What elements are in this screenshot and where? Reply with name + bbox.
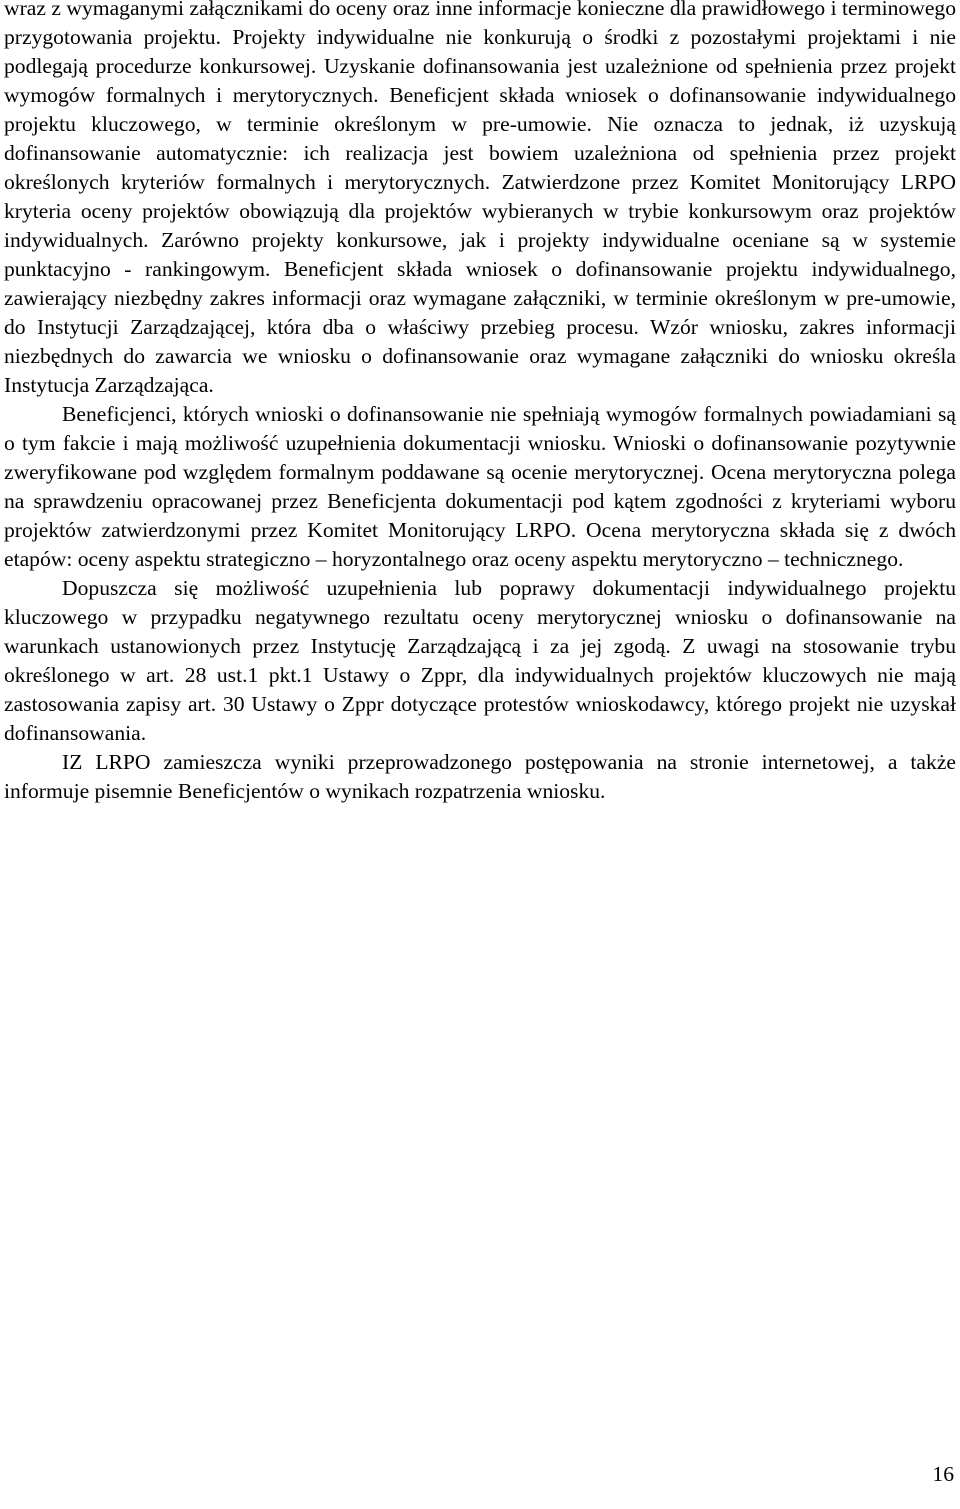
paragraph-4: IZ LRPO zamieszcza wyniki przeprowadzonego postępowania na stronie internetowej, a także informuje pisemnie Beneficjentów o wynikach rozpatrzenia wniosku. [4,750,956,803]
paragraph-3: Dopuszcza się możliwość uzupełnienia lub poprawy dokumentacji indywidualnego projektu kluczowego w przypadku negatywnego rezultatu oceny merytorycznej wniosku o dofinansowanie na warunkach ustanowionych przez Instytucję Zarządzającą i za jej zgodą. Z uwagi na stosowanie trybu określonego w art. 28 ust.1 pkt.1 Ustawy o Zppr, dla indywidualnych projektów kluczowych nie mają zastosowania zapisy art. 30 Ustawy o Zppr dotyczące protestów wnioskodawcy, którego projekt nie uzyskał dofinansowania. [4,576,956,745]
document-body [4,0,956,806]
page-number: 16 [932,1462,954,1486]
paragraph-1: wraz z wymaganymi załącznikami do oceny oraz inne informacje konieczne dla prawidłowego i terminowego przygotowania projektu. Projekty indywidualne nie konkurują o środki z pozostałymi projektami i nie podlegają procedurze konkursowej. Uzyskanie dofinansowania jest uzależnione od spełnienia przez projekt wymogów formalnych i merytorycznych. Beneficjent składa wniosek o dofinansowanie indywidualnego projektu kluczowego, w terminie określonym w pre-umowie. Nie oznacza to jednak, iż uzyskują dofinansowanie automatycznie: ich realizacja jest bowiem uzależniona od spełnienia przez projekt określonych kryteriów formalnych i merytorycznych. Zatwierdzone przez Komitet Monitorujący LRPO kryteria oceny projektów obowiązują dla projektów wybieranych w trybie konkursowym oraz projektów indywidualnych. Zarówno projekty konkursowe, jak i projekty indywidualne oceniane są w systemie punktacyjno - rankingowym. Beneficjent składa wniosek o dofinansowanie projektu indywidualnego, zawierający niezbędny zakres informacji oraz wymagane załączniki, w terminie określonym w pre-umowie, do Instytucji Zarządzającej, która dba o właściwy przebieg procesu. Wzór wniosku, zakres informacji niezbędnych do zawarcia we wniosku o dofinansowanie oraz wymagane załączniki do wniosku określa Instytucja Zarządzająca. [4,0,956,397]
paragraph-2: Beneficjenci, których wnioski o dofinansowanie nie spełniają wymogów formalnych powiadamiani są o tym fakcie i mają możliwość uzupełnienia dokumentacji wniosku. Wnioski o dofinansowanie pozytywnie zweryfikowane pod względem formalnym poddawane są ocenie merytorycznej. Ocena merytoryczna polega na sprawdzeniu opracowanej przez Beneficjenta dokumentacji pod kątem zgodności z kryteriami wyboru projektów zatwierdzonymi przez Komitet Monitorujący LRPO. Ocena merytoryczna składa się z dwóch etapów: oceny aspektu strategiczno – horyzontalnego oraz oceny aspektu merytoryczno – technicznego. [4,402,956,571]
